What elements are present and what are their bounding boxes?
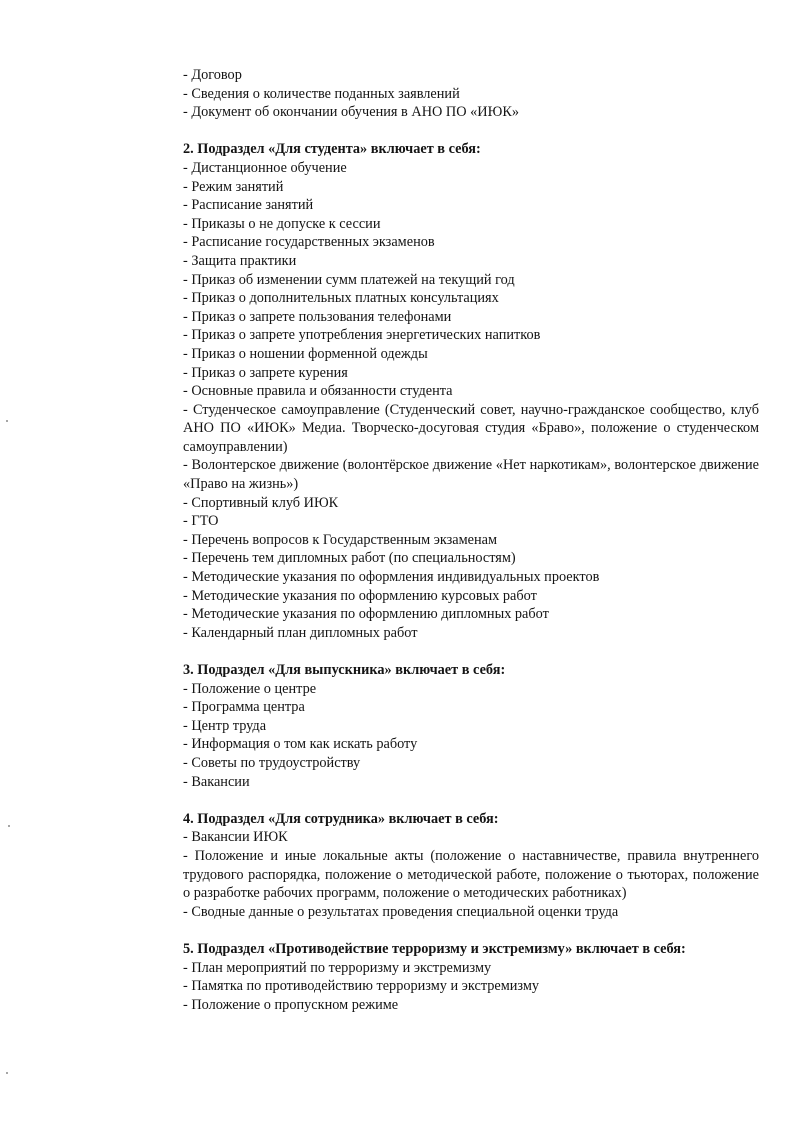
list-item: - Приказ о ношении форменной одежды bbox=[183, 345, 428, 362]
section-for-staff bbox=[183, 810, 759, 922]
list-item: - Приказы о не допуске к сессии bbox=[183, 215, 381, 232]
list-item: - Положение о центре bbox=[183, 680, 317, 697]
list-item: - Приказ об изменении сумм платежей на текущий год bbox=[183, 271, 515, 288]
scan-speck bbox=[8, 825, 10, 827]
list-item: - Договор bbox=[183, 67, 242, 83]
section-heading: 3. Подраздел «Для выпускника» включает в себя: bbox=[183, 662, 506, 678]
list-item: - Календарный план дипломных работ bbox=[183, 624, 418, 641]
list-item: - Студенческое самоуправление (Студенческий совет, научно-гражданское сообщество, клуб АНО ПО «ИЮК» Медиа. Творческо-досуговая студия «Браво», положение о студенческом самоуправлении) bbox=[183, 401, 759, 455]
section-counter-terrorism bbox=[183, 940, 759, 1014]
list-item: - Основные правила и обязанности студента bbox=[183, 383, 453, 400]
list-item: - Перечень тем дипломных работ (по специальностям) bbox=[183, 550, 516, 567]
list-item: - Советы по трудоустройству bbox=[183, 754, 361, 771]
list-item: - Приказ о запрете курения bbox=[183, 364, 348, 381]
list-item: - Сводные данные о результатах проведения специальной оценки труда bbox=[183, 903, 619, 920]
list-item: - Вакансии bbox=[183, 773, 250, 790]
scan-speck bbox=[6, 420, 8, 422]
list-item: - ГТО bbox=[183, 513, 219, 530]
list-item: - Приказ о запрете употребления энергетических напитков bbox=[183, 327, 541, 344]
section-heading: 2. Подраздел «Для студента» включает в себя: bbox=[183, 141, 481, 158]
list-item: - Режим занятий bbox=[183, 178, 284, 195]
document-page bbox=[183, 66, 759, 1014]
section-for-students bbox=[183, 140, 759, 642]
list-item: - Методические указания по оформлению курсовых работ bbox=[183, 587, 537, 604]
list-item: - Расписание занятий bbox=[183, 197, 314, 214]
list-item: - Перечень вопросов к Государственным экзаменам bbox=[183, 531, 498, 548]
list-item: - Защита практики bbox=[183, 252, 297, 269]
list-item: - Методические указания по оформления индивидуальных проектов bbox=[183, 569, 600, 586]
list-item: - Информация о том как искать работу bbox=[183, 736, 418, 753]
list-item: - Приказ о запрете пользования телефонами bbox=[183, 308, 452, 325]
list-item: - План мероприятий по терроризму и экстремизму bbox=[183, 959, 492, 976]
list-item: - Центр труда bbox=[183, 717, 267, 734]
list-item: - Приказ о дополнительных платных консультациях bbox=[183, 290, 499, 307]
list-item: - Расписание государственных экзаменов bbox=[183, 234, 435, 251]
list-item: - Сведения о количестве поданных заявлений bbox=[183, 85, 460, 102]
list-item: - Положение и иные локальные акты (положение о наставничестве, правила внутреннего трудового распорядка, положение о методической работе, положение о тьюторах, положение о разработке рабочих программ, положение о методических работниках) bbox=[183, 847, 759, 902]
list-item: - Волонтерское движение (волонтёрское движение «Нет наркотикам», волонтерское движение «Право на жизнь») bbox=[183, 457, 759, 493]
list-item: - Дистанционное обучение bbox=[183, 159, 347, 176]
list-item: - Методические указания по оформлению дипломных работ bbox=[183, 606, 549, 623]
list-item: - Программа центра bbox=[183, 699, 305, 716]
section-heading: 5. Подраздел «Противодействие терроризму и экстремизму» включает в себя: bbox=[183, 940, 686, 957]
list-item: - Вакансии ИЮК bbox=[183, 829, 288, 846]
list-item: - Памятка по противодействию терроризму и экстремизму bbox=[183, 978, 540, 995]
list-item: - Документ об окончании обучения в АНО ПО «ИЮК» bbox=[183, 104, 519, 121]
scan-speck bbox=[6, 1072, 8, 1074]
list-item: - Спортивный клуб ИЮК bbox=[183, 494, 339, 511]
section-for-graduates bbox=[183, 661, 759, 791]
intro-list bbox=[183, 66, 759, 122]
list-item: - Положение о пропускном режиме bbox=[183, 996, 399, 1013]
section-heading: 4. Подраздел «Для сотрудника» включает в себя: bbox=[183, 810, 499, 827]
